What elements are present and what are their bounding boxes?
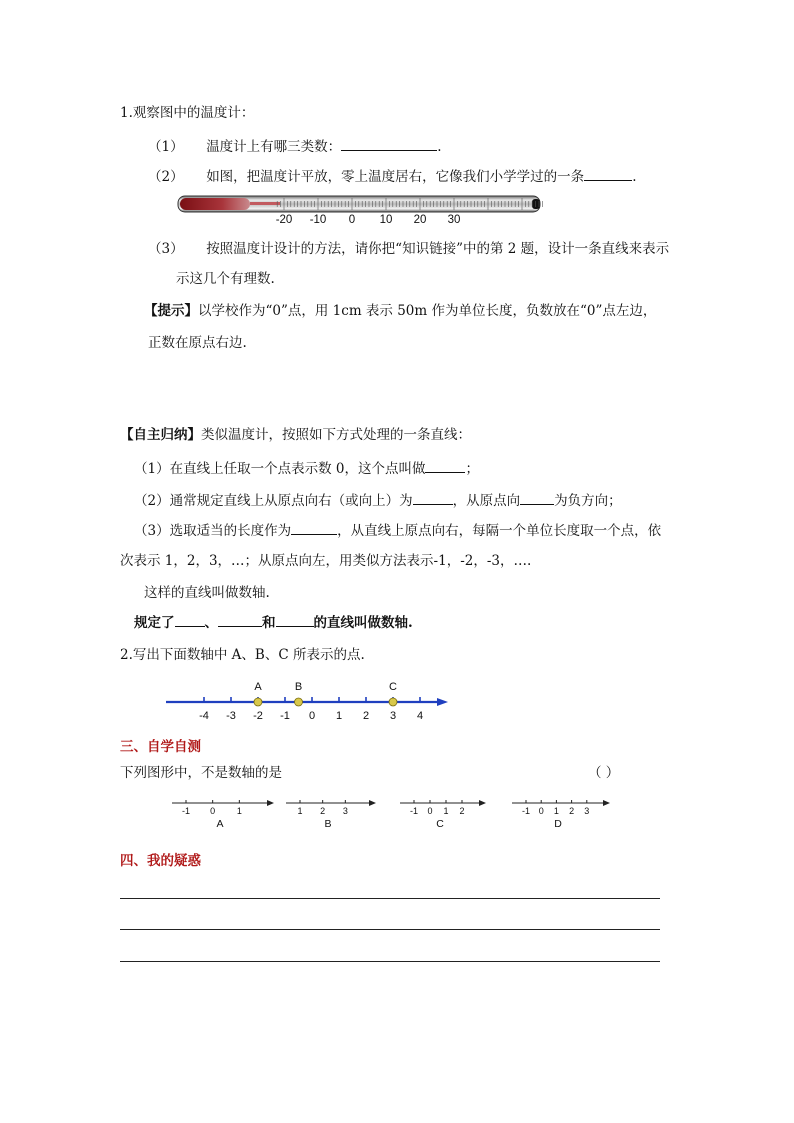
- section3-options: [168, 796, 628, 832]
- answer-line-3[interactable]: [120, 961, 660, 962]
- thermometer-image: [176, 192, 544, 228]
- answer-blank-unit-def[interactable]: [276, 612, 314, 627]
- summary-step2: （2）通常规定直线上从原点向右（或向上）为 ，从原点向 为负方向；: [134, 490, 622, 510]
- number-line-point: [295, 698, 303, 706]
- answer-line-2[interactable]: [120, 929, 660, 930]
- answer-blank-number-types[interactable]: [341, 136, 437, 151]
- option-tick-label: 2: [569, 806, 575, 816]
- option-letter: A: [216, 818, 224, 830]
- number-line-point-label: C: [389, 681, 397, 693]
- answer-blank-negative-side[interactable]: [520, 490, 554, 505]
- number-line-point: [254, 698, 262, 706]
- q2-title: 2.写出下面数轴中 A、B、C 所表示的点.: [120, 647, 365, 663]
- option-letter: C: [436, 818, 444, 830]
- q1-part1: （1） 温度计上有哪三类数： .: [148, 136, 441, 156]
- thermometer-label: 10: [379, 214, 393, 226]
- answer-blank-thermometer-like[interactable]: [584, 166, 632, 181]
- number-line-tick-label: -4: [199, 710, 209, 722]
- number-line-point: [389, 698, 397, 706]
- number-line-arrow: [437, 698, 448, 706]
- option-tick-label: -1: [521, 806, 531, 816]
- thermometer-label: -20: [275, 214, 293, 226]
- hint-line2: 正数在原点右边.: [148, 335, 247, 351]
- answer-line-1[interactable]: [120, 898, 660, 899]
- option-tick-label: 1: [236, 806, 242, 816]
- option-tick-label: 2: [459, 806, 465, 816]
- q2-number-line-svg: [160, 674, 460, 724]
- option-tick-label: -1: [409, 806, 419, 816]
- section4-heading: 四、我的疑惑: [120, 853, 201, 869]
- option-tick-label: 1: [297, 806, 303, 816]
- answer-blank-direction-def[interactable]: [218, 612, 262, 627]
- thermometer-label: -10: [309, 214, 327, 226]
- option-tick-label: 0: [210, 806, 216, 816]
- option-c-number-line[interactable]: [400, 800, 486, 830]
- option-tick-label: 1: [553, 806, 559, 816]
- summary-intro: 【自主归纳】类似温度计，按照如下方式处理的一条直线：: [120, 427, 471, 443]
- option-arrow: [603, 800, 610, 806]
- summary-step3-line2: 次表示 1，2，3，…；从原点向左，用类似方法表示-1，-2，-3，….: [120, 553, 532, 569]
- option-a-number-line[interactable]: [172, 800, 274, 830]
- option-tick-label: 3: [342, 806, 348, 816]
- option-tick-label: 0: [427, 806, 433, 816]
- number-line-point-label: A: [254, 681, 262, 693]
- option-tick-label: -1: [181, 806, 191, 816]
- option-arrow: [267, 800, 274, 806]
- q1-part1-text: 温度计上有哪三类数：: [206, 139, 342, 155]
- answer-blank-positive-direction[interactable]: [413, 490, 453, 505]
- number-line-tick-label: -3: [226, 710, 236, 722]
- q1-part3: [148, 240, 669, 258]
- number-line-tick-label: 4: [416, 710, 424, 722]
- number-line-tick-label: 2: [362, 710, 370, 722]
- number-line-tick-label: -1: [280, 710, 290, 722]
- q1-part1-number: （1）: [148, 139, 184, 155]
- q1-part3-line2: 示这几个有理数.: [176, 271, 275, 287]
- summary-label: 【自主归纳】: [120, 427, 201, 443]
- summary-step1: （1）在直线上任取一个点表示数 0，这个点叫做 ；: [134, 458, 479, 478]
- option-tick-label: 3: [584, 806, 590, 816]
- q1-hint: [144, 302, 656, 320]
- section3-options-svg: [168, 796, 628, 832]
- answer-blank-unit-length[interactable]: [291, 520, 337, 535]
- option-arrow: [479, 800, 486, 806]
- option-letter: B: [324, 818, 332, 830]
- hint-label: 【提示】: [144, 303, 198, 319]
- axis-definition: 规定了 、 和 的直线叫做数轴.: [134, 612, 413, 632]
- section3-answer-paren[interactable]: （ ）: [588, 765, 620, 781]
- option-tick-label: 2: [320, 806, 326, 816]
- number-line-tick-label: -2: [253, 710, 263, 722]
- option-tick-label: 1: [443, 806, 449, 816]
- section3-heading: 三、自学自测: [120, 739, 201, 755]
- number-line-tick-label: 1: [335, 710, 343, 722]
- option-arrow: [369, 800, 376, 806]
- section3-question: 下列图形中，不是数轴的是: [120, 765, 282, 781]
- option-d-number-line[interactable]: [512, 800, 610, 830]
- option-b-number-line[interactable]: [286, 800, 376, 830]
- q1-title: 1.观察图中的温度计：: [120, 105, 255, 121]
- answer-blank-origin-def[interactable]: [175, 612, 205, 627]
- q1-part3-number: （3）: [148, 241, 184, 257]
- q1-part2-text: 如图，把温度计平放，零上温度居右，它像我们小学学过的一条: [206, 169, 585, 185]
- thermometer-label: 20: [413, 214, 427, 226]
- option-letter: D: [554, 818, 562, 830]
- number-line-tick-label: 0: [308, 710, 316, 722]
- hint-line1: 以学校作为“0”点，用 1cm 表示 50m 作为单位长度，负数放在“0”点左边，: [198, 303, 657, 319]
- number-line-point-label: B: [294, 681, 303, 693]
- option-tick-label: 0: [538, 806, 544, 816]
- answer-blank-origin[interactable]: [425, 458, 465, 473]
- q2-number-line: [160, 674, 460, 724]
- number-line-tick-label: 3: [389, 710, 397, 722]
- q1-part3-line1: 按照温度计设计的方法，请你把“知识链接”中的第 2 题，设计一条直线来表示: [206, 241, 670, 257]
- thermometer-label: 30: [447, 214, 461, 226]
- summary-conclusion: 这样的直线叫做数轴.: [144, 585, 270, 601]
- q1-part2-number: （2）: [148, 169, 184, 185]
- q1-part2: （2） 如图，把温度计平放，零上温度居右，它像我们小学学过的一条 .: [148, 166, 636, 186]
- summary-step3: （3）选取适当的长度作为 ，从直线上原点向右，每隔一个单位长度取一个点，依: [134, 520, 661, 540]
- thermometer-label: 0: [348, 214, 356, 226]
- thermometer-svg: [176, 192, 544, 228]
